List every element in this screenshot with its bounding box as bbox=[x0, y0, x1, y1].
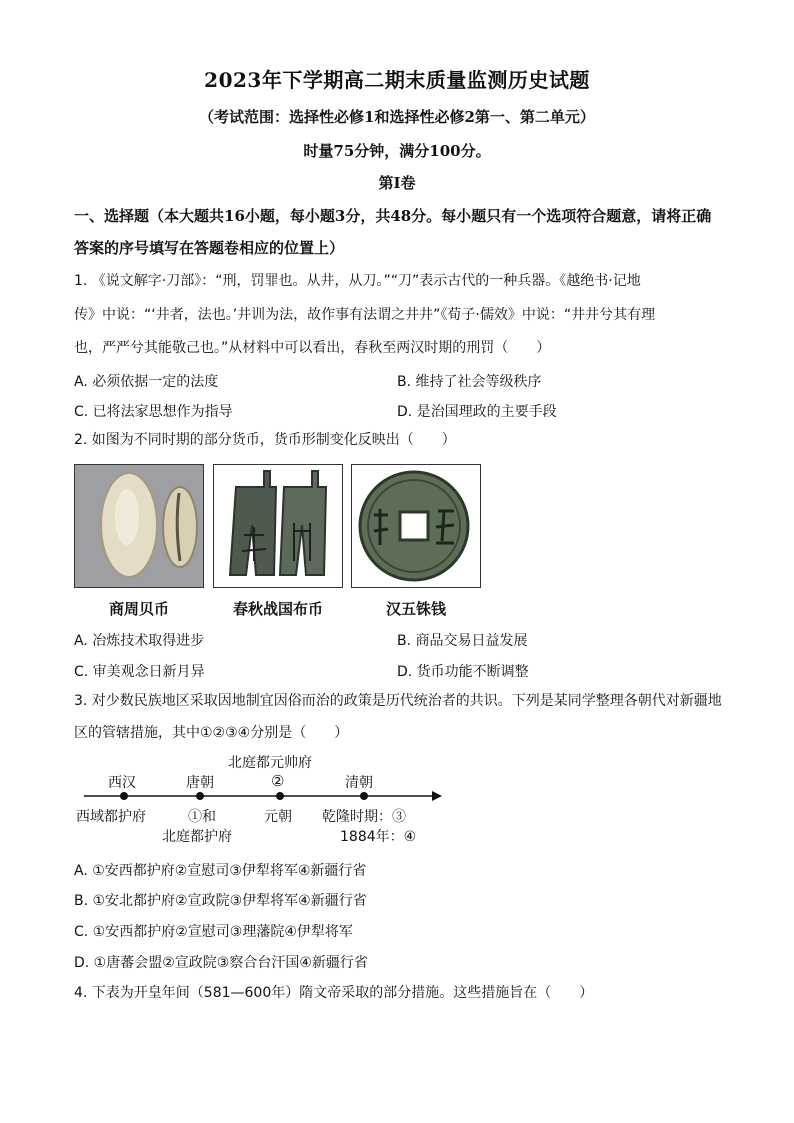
q3-option-a: A. ①安西都护府②宣慰司③伊犁将军④新疆行省 bbox=[74, 863, 367, 879]
q2-option-a: A. 冶炼技术取得进步 bbox=[74, 633, 205, 649]
exam-title: 2023年下学期高二期末质量监测历史试题 bbox=[204, 68, 590, 92]
q1-option-b: B. 维持了社会等级秩序 bbox=[397, 374, 542, 390]
wuzhu-coin-image bbox=[351, 464, 481, 588]
q2-option-b: B. 商品交易日益发展 bbox=[397, 633, 528, 649]
timeline-yuan: 元朝 bbox=[264, 809, 292, 825]
part-heading: 第I卷 bbox=[378, 174, 416, 192]
timeline-period-western-han: 西汉 bbox=[108, 775, 136, 791]
exam-scope: （考试范围：选择性必修1和选择性必修2第一、第二单元） bbox=[199, 108, 595, 126]
caption-shell-money: 商周贝币 bbox=[108, 600, 169, 618]
q2-stem: 2. 如图为不同时期的部分货币，货币形制变化反映出（ ） bbox=[74, 432, 456, 448]
timeline-top-label: 北庭都元帅府 bbox=[228, 755, 312, 771]
q3-line2: 区的管辖措施，其中①②③④分别是（ ） bbox=[74, 725, 349, 741]
q1-option-a: A. 必须依据一定的法度 bbox=[74, 374, 219, 390]
timeline-period-tang: 唐朝 bbox=[186, 775, 214, 791]
q1-line2: 传》中说：“‘井者，法也。’井训为法，故作事有法谓之井井”《荀子·儒效》中说：“井井兮其有理 bbox=[74, 307, 656, 323]
shell-money-image bbox=[74, 464, 204, 588]
q3-option-c: C. ①安西都护府②宣慰司③理藩院④伊犁将军 bbox=[74, 924, 353, 940]
q4-stem: 4. 下表为开皇年间（581—600年）隋文帝采取的部分措施。这些措施旨在（ ） bbox=[74, 985, 594, 1001]
q2-option-d: D. 货币功能不断调整 bbox=[397, 664, 529, 680]
section-heading: 一、选择题（本大题共16小题，每小题3分，共48分。每小题只有一个选项符合题意，请将正确答案的序号填写在答题卷相应的位置上） bbox=[74, 207, 712, 257]
spade-money-image bbox=[213, 464, 343, 588]
timeline-qianlong: 乾隆时期：③ bbox=[322, 809, 406, 825]
timeline-blank-1: ①和 bbox=[188, 809, 216, 825]
timeline-1884: 1884年：④ bbox=[340, 829, 417, 845]
q1-option-c: C. 已将法家思想作为指导 bbox=[74, 404, 233, 420]
caption-spade-money: 春秋战国布币 bbox=[232, 600, 323, 618]
q3-option-d: D. ①唐蕃会盟②宣政院③察合台汗国④新疆行省 bbox=[74, 955, 368, 971]
q1-line3: 也，严严兮其能敬己也。”从材料中可以看出，春秋至两汉时期的刑罚（ ） bbox=[74, 340, 551, 356]
q1-option-d: D. 是治国理政的主要手段 bbox=[397, 404, 557, 420]
q3-option-b: B. ①安北都护府②宣政院③伊犁将军④新疆行省 bbox=[74, 893, 367, 909]
timeline-axis bbox=[84, 788, 444, 804]
caption-wuzhu-coin: 汉五铢钱 bbox=[385, 600, 446, 618]
timeline-period-qing: 清朝 bbox=[345, 775, 373, 791]
q1-line1: 1. 《说文解字·刀部》：“刑，罚罪也。从井，从刀。”“刀”表示古代的一种兵器。《越绝书·记地 bbox=[74, 273, 641, 289]
exam-time-info: 时量75分钟，满分100分。 bbox=[303, 142, 491, 160]
q3-line1: 3. 对少数民族地区采取因地制宜因俗而治的政策是历代统治者的共识。下列是某同学整理各朝代对新疆地 bbox=[74, 693, 722, 709]
timeline-western-regions-protectorate: 西域都护府 bbox=[76, 809, 146, 825]
timeline-period-blank-2: ② bbox=[271, 772, 285, 790]
timeline-beiting-protectorate: 北庭都护府 bbox=[162, 829, 232, 845]
q2-option-c: C. 审美观念日新月异 bbox=[74, 664, 205, 680]
